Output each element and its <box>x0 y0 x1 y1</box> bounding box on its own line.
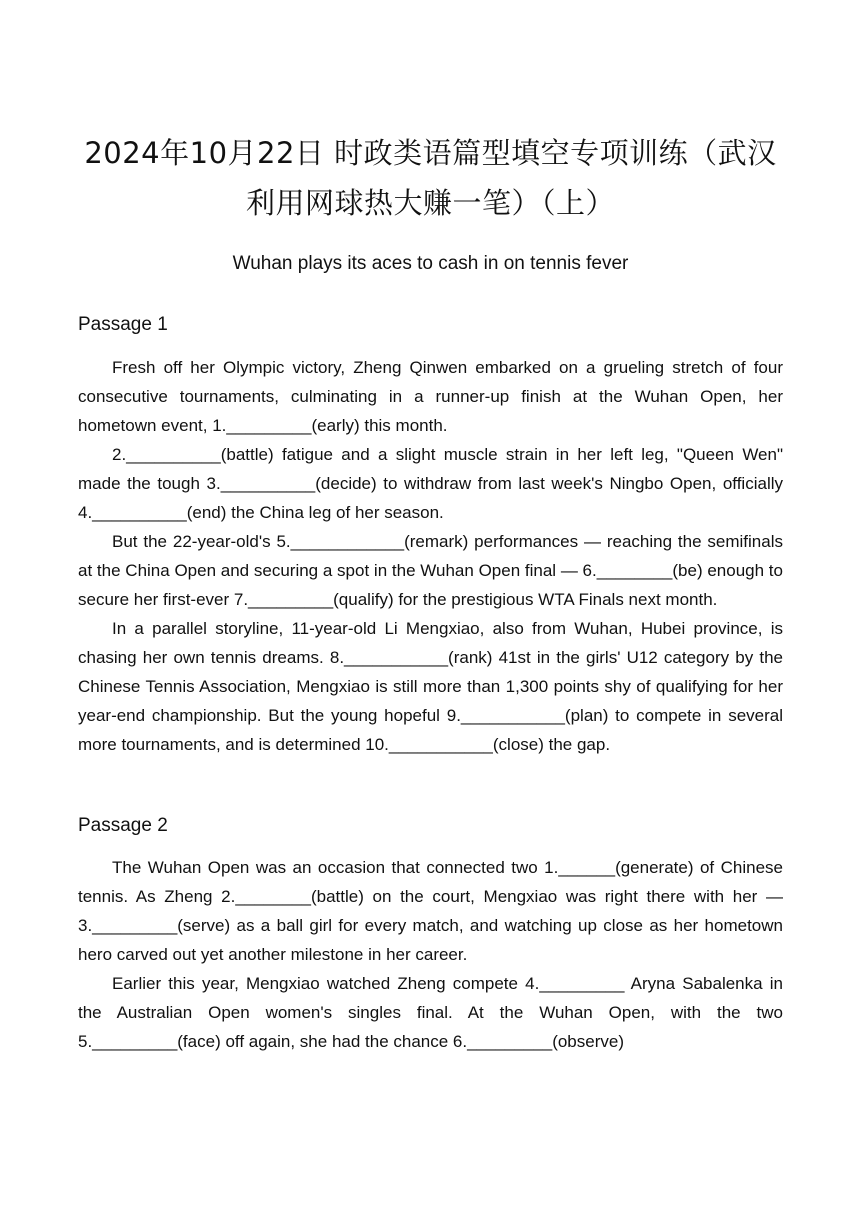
document-title: 2024年10月22日 时政类语篇型填空专项训练（武汉利用网球热大赚一笔）（上） <box>84 136 777 220</box>
passage-heading: Passage 2 <box>78 815 168 836</box>
passage-heading: Passage 1 <box>78 314 168 335</box>
passage-2 <box>78 813 783 1056</box>
passage-paragraph: The Wuhan Open was an occasion that connected two 1.______(generate) of Chinese tennis. As Zheng 2.________(battle) on the court, Mengxiao was right there with her — 3._________(serve) as a ball girl for every match, and watching up close as her hometown hero carved out yet another milestone in her career. <box>78 858 783 964</box>
passage-1 <box>78 312 783 759</box>
passage-paragraph: 2.__________(battle) fatigue and a slight muscle strain in her left leg, "Queen Wen" made the tough 3.__________(decide) to withdraw from last week's Ningbo Open, officially 4.__________(end) the China leg of her season. <box>78 445 783 522</box>
passage-paragraph: Earlier this year, Mengxiao watched Zheng compete 4._________ Aryna Sabalenka in the Australian Open women's singles final. At the Wuhan Open, with the two 5._________(face) off again, she had the chance 6._________(observe) <box>78 974 783 1051</box>
document-subtitle: Wuhan plays its aces to cash in on tennis fever <box>232 253 629 274</box>
passage-paragraph: Fresh off her Olympic victory, Zheng Qinwen embarked on a grueling stretch of four consecutive tournaments, culminating in a runner-up finish at the Wuhan Open, her hometown event, 1._________(early) this month. <box>78 358 783 435</box>
passage-paragraph: In a parallel storyline, 11-year-old Li Mengxiao, also from Wuhan, Hubei province, is chasing her own tennis dreams. 8.___________(rank) 41st in the girls' U12 category by the Chinese Tennis Association, Mengxiao is still more than 1,300 points shy of qualifying for her year-end championship. But the young hopeful 9.___________(plan) to compete in several more tournaments, and is determined 10.___________(close) the gap. <box>78 619 783 754</box>
passage-paragraph: But the 22-year-old's 5.____________(remark) performances — reaching the semifinals at the China Open and securing a spot in the Wuhan Open final — 6.________(be) enough to secure her first-ever 7._________(qualify) for the prestigious WTA Finals next month. <box>78 532 783 609</box>
